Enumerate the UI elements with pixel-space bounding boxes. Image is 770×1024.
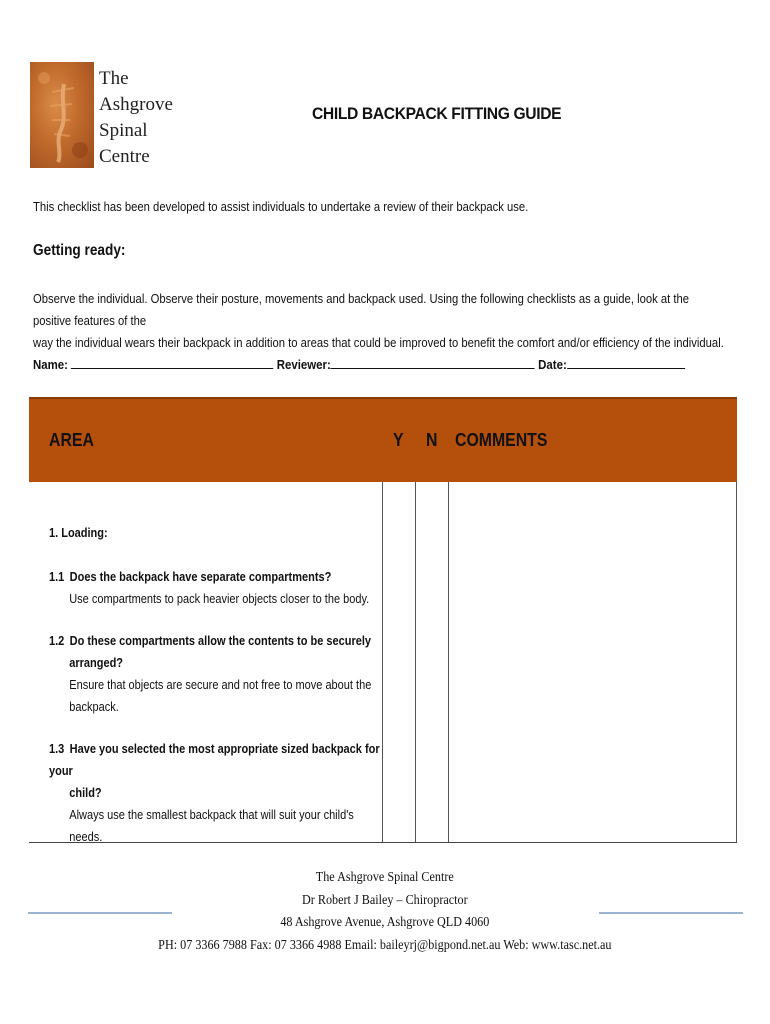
- item-number: 1.2: [49, 634, 65, 648]
- item-question-cont: child?: [69, 786, 102, 800]
- date-field[interactable]: [567, 356, 685, 369]
- logo-line: The: [99, 68, 129, 89]
- item-number: 1.1: [49, 570, 65, 584]
- instructions-line: Observe the individual. Observe their posture, movements and backpack used. Using the following checklists as a guide, look at the positive features of the: [33, 292, 689, 328]
- logo-line: Ashgrove: [99, 94, 173, 115]
- table-header-row: [29, 398, 737, 482]
- item-tip: Use compartments to pack heavier objects closer to the body.: [69, 592, 370, 606]
- logo-line: Centre: [99, 146, 150, 167]
- logo-image: [30, 62, 94, 168]
- n-cell[interactable]: [416, 482, 449, 843]
- instructions-paragraph: [33, 288, 726, 354]
- instructions-line: way the individual wears their backpack in addition to areas that could be improved to benefit the comfort and/or efficiency of the individual.: [33, 336, 724, 350]
- item-question-cont: arranged?: [69, 656, 124, 670]
- area-header-label: AREA: [49, 430, 94, 450]
- y-header: [383, 398, 416, 482]
- section-loading: 1. Loading:: [49, 526, 108, 540]
- document-title: CHILD BACKPACK FITTING GUIDE: [312, 104, 562, 123]
- name-label: Name:: [33, 357, 72, 372]
- n-header: [416, 398, 449, 482]
- footer: [0, 866, 770, 956]
- form-fields: [33, 356, 685, 372]
- spine-artwork-icon: [30, 62, 94, 168]
- n-header-label: N: [425, 430, 437, 450]
- y-header-label: Y: [392, 430, 404, 450]
- reviewer-field[interactable]: [331, 356, 535, 369]
- footer-line: The Ashgrove Spinal Centre: [315, 869, 455, 884]
- intro-text: This checklist has been developed to assist individuals to undertake a review of their backpack use.: [33, 200, 529, 214]
- checklist-item: [49, 566, 383, 610]
- item-number: 1.3: [49, 742, 65, 756]
- footer-contact-line: PH: 07 3366 7988 Fax: 07 3366 4988 Email: baileyrj@bigpond.net.au Web: www.tasc.net.au: [158, 936, 612, 952]
- checklist-item: [49, 738, 383, 848]
- footer-line: Dr Robert J Bailey – Chiropractor: [302, 891, 468, 907]
- reviewer-label: Reviewer:: [276, 357, 331, 372]
- checklist-item: [49, 630, 383, 718]
- date-label: Date:: [538, 357, 567, 372]
- item-tip: Always use the smallest backpack that will suit your child's needs.: [69, 808, 354, 844]
- checklist-table: [29, 397, 737, 843]
- logo-text: [99, 66, 173, 170]
- comments-header-label: COMMENTS: [454, 430, 547, 450]
- area-header: [29, 398, 383, 482]
- comments-cell[interactable]: [449, 482, 737, 843]
- area-cell: [29, 482, 383, 843]
- comments-header: [449, 398, 737, 482]
- getting-ready-heading: Getting ready:: [33, 242, 126, 259]
- footer-line: 48 Ashgrove Avenue, Ashgrove QLD 4060: [280, 914, 490, 929]
- item-question: Do these compartments allow the contents to be securely: [69, 634, 372, 648]
- name-field[interactable]: [71, 356, 273, 369]
- y-cell[interactable]: [383, 482, 416, 843]
- item-tip-cont: backpack.: [69, 700, 119, 714]
- item-tip: Ensure that objects are secure and not free to move about the: [69, 678, 372, 692]
- item-question: Have you selected the most appropriate sized backpack for your: [49, 742, 380, 778]
- table-row: [29, 482, 737, 843]
- item-question: Does the backpack have separate compartments?: [69, 570, 332, 584]
- logo-line: Spinal: [99, 120, 148, 141]
